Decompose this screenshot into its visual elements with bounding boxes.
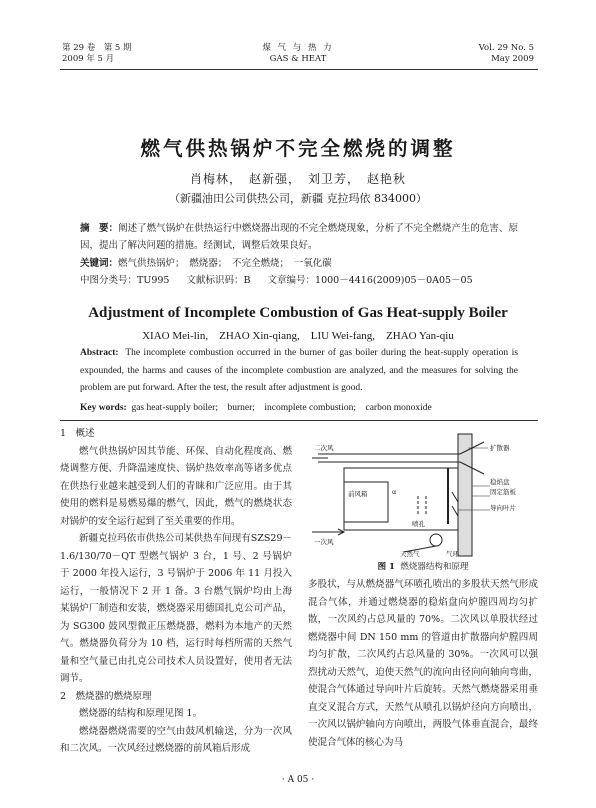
body-divider	[60, 420, 538, 421]
label-stabilizer: 稳焰盘	[490, 478, 510, 486]
clc-number: 中图分类号：TU995	[80, 275, 170, 286]
burner-housing	[344, 468, 458, 530]
front-windbox-shape	[344, 482, 388, 522]
label-diffuser: 扩散器	[490, 444, 510, 452]
label-guide-vane: 导向叶片	[490, 504, 516, 512]
paragraph: 多股状，与从燃烧器气环喷孔喷出的多股状天然气形成混合气体，并通过燃烧器的稳焰盘向炉膛四周均匀扩散，一次风约占总风量的 70%。二次风以单股状经过燃烧器中间 DN 150 mm 的管道由扩散器向炉膛四周均匀扩散，二次风约占总风量的 30%。一次风可以强烈扰动天然气，迫使天然气的流向由径向向轴向弯曲，使混合气体通过导向叶片后旋转。天然气燃烧器采用垂直交叉混合方式，天然气从喷孔以锅炉径向方向喷出，一次风以锅炉轴向方向喷出，两股气体垂直混合，最终使混合气体的核心为马	[308, 579, 538, 748]
right-column	[308, 576, 538, 751]
authors-en: XIAO Mei-lin, ZHAO Xin-qiang, LIU Wei-fang, ZHAO Yan-qiu	[142, 330, 454, 342]
section-1-heading: 1 概述	[60, 428, 95, 439]
page-number: · A 05 ·	[281, 775, 315, 785]
issue-date-en: May 2009	[491, 54, 534, 64]
article-title-cn: 燃气供热锅炉不完全燃烧的调整	[140, 137, 456, 160]
label-fixed-plate: 固定筋板	[490, 488, 516, 496]
figure-caption-label: 图 1	[377, 562, 395, 572]
volume-issue: 第 29 卷 第 5 期	[62, 43, 132, 53]
keywords-en-label: Key words:	[80, 403, 127, 413]
section-2-heading: 2 燃烧器的燃烧原理	[60, 690, 152, 702]
abstract-cn-label: 摘 要：	[80, 223, 119, 234]
article-title-en: Adjustment of Incomplete Combustion of Gas Heat-supply Boiler	[88, 305, 508, 321]
paragraph: 燃气供热锅炉因其节能、环保、自动化程度高、燃烧调整方便、升降温速度快、锅炉热效率高等诸多优点在供热行业越来越受到人们的青睐和广泛应用。由于其使用的燃料是易燃易爆的燃气，因此，燃气的燃烧状态对锅炉的安全运行起到了至关重要的作用。	[60, 445, 292, 527]
abstract-cn-text: 阐述了燃气锅炉在供热运行中燃烧器出现的不完全燃烧现象，分析了不完全燃烧产生的危害、原因，提出了解决问题的措施。经测试，调整后效果良好。	[80, 223, 518, 251]
issue-date-cn: 2009 年 5 月	[62, 54, 115, 64]
label-secondary-air: 二次风	[314, 444, 334, 452]
paragraph: 燃烧器燃烧需要的空气由鼓风机输送，分为一次风和二次风。一次风经过燃烧器的前风箱后形成	[60, 725, 292, 754]
header-right	[479, 43, 534, 65]
keywords-cn-text: 燃气供热锅炉； 燃烧器； 不完全燃烧； 一氧化碳	[118, 258, 332, 269]
label-nozzle: 喷孔	[412, 520, 425, 528]
keywords-en-text: gas heat-supply boiler; burner; incomplete combustion; carbon monoxide	[131, 403, 432, 413]
keywords-cn-label: 关键词：	[80, 258, 119, 269]
keywords-cn	[80, 255, 332, 269]
article-number: 文章编号：1000－4416(2009)05－0A05－05	[267, 275, 473, 286]
gas-ring-shape	[430, 534, 442, 546]
journal-name-cn: 煤 气 与 热 力	[262, 43, 334, 53]
classification-line	[80, 272, 487, 286]
abstract-en	[80, 345, 518, 398]
label-gas: 天然气	[400, 550, 420, 558]
left-column	[60, 425, 292, 758]
abstract-cn	[80, 220, 518, 254]
journal-name-en: GAS & HEAT	[269, 54, 327, 64]
burner-diagram	[308, 432, 538, 558]
paragraph: 新疆克拉玛依市供热公司某供热车间现有SZS29－1.6/130/70－QT 型燃气锅炉 3 台，1 号、2 号锅炉于 2000 年投入运行，3 号锅炉于 2006 年 11 月投入运行，一般情况下 2 开 1 备。3 台燃气锅炉均由上海某锅炉厂制造和安装，燃烧器采用德国扎克公司产品，为 SG300 鼓风型微正压燃烧器，燃料为本地产的天然气。燃烧器负荷分为 10 档，运行时每档所需的天然气量和空气量已由扎克公司技术人员设置好，使用者无法调节。	[60, 533, 292, 684]
abstract-en-label: Abstract:	[80, 348, 119, 358]
label-alpha: α	[392, 488, 397, 496]
label-front-windbox: 前风箱	[348, 490, 368, 498]
paragraph: 燃烧器的结构和原理见图 1。	[79, 708, 203, 719]
keywords-en	[80, 399, 432, 413]
document-code: 文献标识码：B	[186, 275, 251, 286]
guide-vane-shape	[452, 492, 458, 516]
header-divider	[60, 69, 538, 70]
authors-cn: 肖梅林， 赵新强， 刘卫芳， 赵艳秋	[189, 172, 406, 186]
furnace-wall	[458, 434, 472, 556]
nozzle-shape	[418, 496, 426, 516]
label-primary-air: 一次风	[314, 538, 334, 546]
affiliation-cn: （新疆油田公司供热公司，新疆 克拉玛依 834000）	[169, 192, 427, 205]
volume-issue-en: Vol. 29 No. 5	[478, 43, 534, 53]
figure-caption-text: 燃烧器结构和原理	[400, 562, 469, 572]
figure-caption	[308, 560, 538, 572]
abstract-en-text: The incomplete combustion occurred in the burner of gas boiler during the heat-supply operation is expounded, the harms and causes of the incomplete combustion are analyzed, and the measures for solving the problem are put forward. After the test, the result after adjustment is good.	[80, 348, 518, 393]
label-gas-ring: 气环	[446, 550, 459, 558]
